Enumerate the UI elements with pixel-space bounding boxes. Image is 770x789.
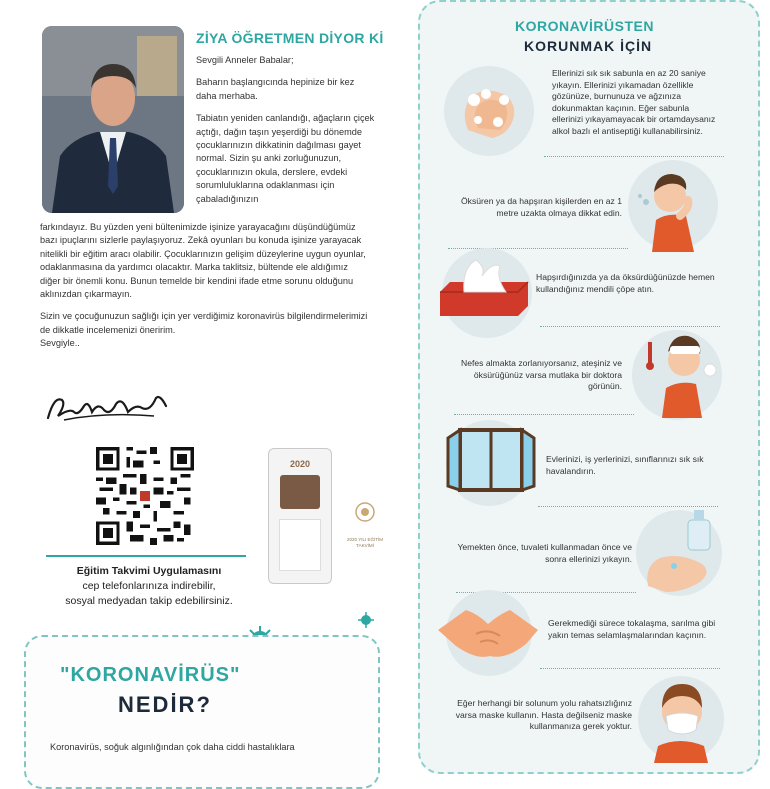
handshake-icon — [436, 600, 540, 664]
corona-body-text: Koronavirüs, soğuk algınlığından çok daha ciddi hastalıklara — [50, 742, 295, 752]
letter-greeting: Sevgili Anneler Babalar; — [196, 55, 294, 65]
tip-wash-hands: Yemekten önce, tuvaleti kullanmadan önce ve sonra ellerinizi yıkayın. — [457, 542, 632, 564]
author-portrait — [42, 26, 184, 213]
tip-separator — [540, 668, 720, 669]
letter-closing: Sevgiyle.. — [40, 338, 80, 349]
app-promo-line2: cep telefonlarınıza indirebilir, — [82, 580, 216, 592]
tip-handwash: Ellerinizi sık sık sabunla en az 20 saniye yıkayın. Ellerinizi yıkamadan özellikle gözünüze, burnunuza ve ağzınıza dokunmaktan kaçının. Eğer sabunla ellerinizi yıkayamayacak bir ortamdaysanız alkol bazlı el antiseptiği kullanabilirsiniz. — [552, 68, 716, 136]
open-window-icon — [446, 424, 536, 496]
handwash-icon — [448, 70, 532, 154]
fever-person-icon — [636, 318, 720, 418]
letter-paragraph-top: Tabiatın yeniden canlandığı, ağaçların çiçek açtığı, dağın taşın yeşerdiği bu dönemde çocuklarınızın dikkatinin dağılması gayet normal. Sizin şu anki zorluğunuzun, çocuklarınızın okula, derslere, evdeki sorumluluklarına odaklanması için çabaladığınızın — [196, 113, 375, 204]
letter-paragraph-health: Sizin ve çocuğunuzun sağlığı için yer verdiğimiz koronavirüs bilgilendirmelerimizi de dikkatle incelemenizi öneririm. — [40, 311, 368, 335]
tip-mask: Eğer herhangi bir solunum yolu rahatsızlığınız varsa maske kullanın. Hasta değilseniz maske kullanmanıza gerek yoktur. — [455, 698, 632, 731]
tissue-box-icon — [436, 252, 532, 322]
tip-ventilate: Evlerinizi, iş yerlerinizi, sınıflarınızı sık sık havalandırın. — [546, 454, 704, 476]
sanitizer-hand-icon — [640, 506, 724, 598]
phone-mockup — [268, 448, 332, 584]
tip-distance: Öksüren ya da hapşıran kişilerden en az 1 metre uzakta olmaya dikkat edin. — [461, 196, 622, 218]
mask-person-icon — [642, 670, 722, 763]
app-promo-line3: sosyal medyadan takip edebilirsiniz. — [65, 595, 233, 607]
corona-title: "KORONAVİRÜS" — [60, 664, 241, 686]
phone-app-logo: 2020 — [289, 459, 311, 469]
virus-decoration-tiny — [358, 612, 374, 628]
app-promo-title: Eğitim Takvimi Uygulamasını — [76, 565, 222, 577]
protection-title: KORONAVİRÜSTEN — [515, 18, 654, 34]
coughing-person-icon — [632, 156, 716, 252]
tip-tissue: Hapşırdığınızda ya da öksürdüğünüzde hemen kullandığınız mendili çöpe atın. — [536, 272, 715, 294]
tip-separator — [454, 414, 634, 415]
divider — [46, 555, 246, 557]
calendar-logo — [340, 500, 390, 550]
signature — [44, 390, 174, 431]
tip-no-contact: Gerekmediği sürece tokalaşma, sarılma gibi yakın temas selamlaşmalarından kaçının. — [548, 618, 716, 640]
corona-subtitle: NEDİR? — [118, 692, 212, 717]
calendar-label: 2020 YILI EĞİTİM TAKVİMİ — [347, 537, 383, 548]
app-promo-text — [38, 564, 260, 609]
qr-code[interactable] — [96, 447, 194, 545]
letter-paragraph-bottom: farkındayız. Bu yüzden yeni bültenimizde işinize yarayacağını düşündüğümüz bazı ipuçlarını sizlerle paylaşıyoruz. Zekâ oyunları bu konuda işinize yarayacak nitelikli bir eğitim aracı olabilir. Çocuklarınızın gelişim düzeylerine uygun oyunlar, odaklanmasına da yardımcı olacaktır. Marka taklitsiz, bültende ele aldığımız diğer bir önemli konu. Bunun temelde bir kendini ifade etme sorunu olduğunu aklınızdan çıkarmayın. — [40, 222, 366, 300]
letter-intro — [196, 54, 376, 215]
tip-doctor: Nefes almakta zorlanıyorsanız, ateşiniz ve öksürüğünüz varsa mutlaka bir doktora görünün. — [461, 358, 622, 391]
letter-opening: Baharın başlangıcında hepinize bir kez daha merhaba. — [196, 77, 355, 101]
letter-heading: ZİYA ÖĞRETMEN DİYOR Kİ — [196, 30, 384, 46]
letter-body — [40, 221, 370, 360]
protection-subtitle: KORUNMAK İÇİN — [524, 38, 653, 54]
